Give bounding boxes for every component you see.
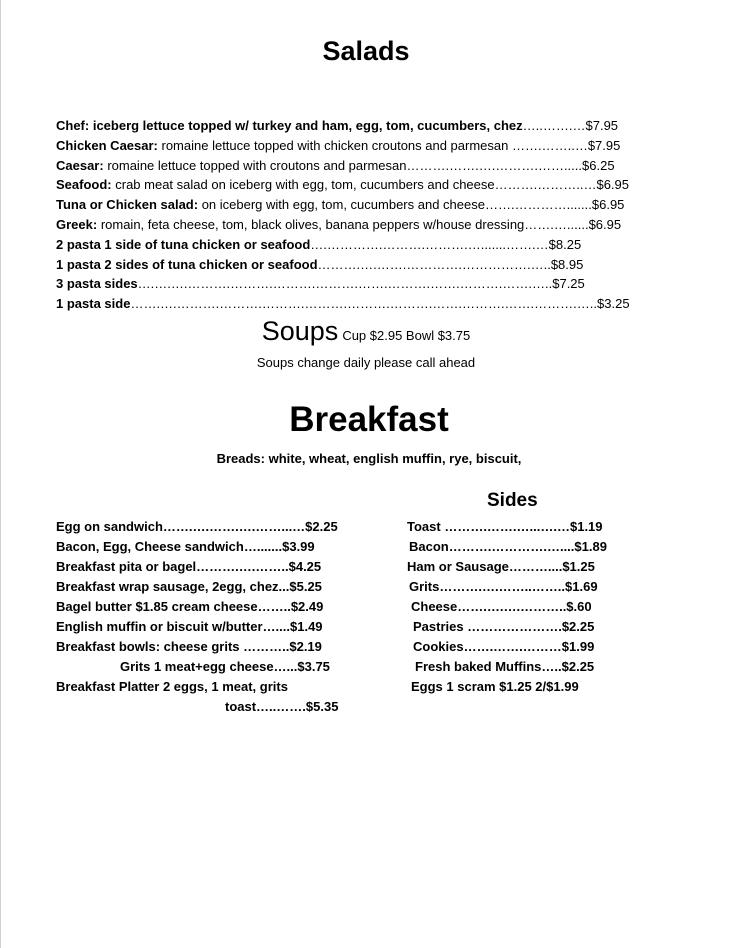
side-item: Cheese…….….….………..$.60 [411, 599, 592, 614]
side-item: Bacon……….………….…....$1.89 [409, 539, 607, 554]
sides-title: Sides [487, 490, 538, 511]
breakfast-item: Grits 1 meat+egg cheese…...$3.75 [120, 659, 330, 674]
salad-item-dots: …..…….… [522, 118, 586, 133]
salad-item-desc: romain, feta cheese, tom, black olives, banana peppers w/house dressing [97, 216, 525, 232]
salad-item-desc: romaine lettuce topped with croutons and parmesan [103, 157, 407, 173]
salad-item-chicken-caesar [56, 136, 696, 156]
salad-item-dots: ….….….……….……….……….……….…….……….…….……….…….….. [137, 276, 553, 292]
salad-item-desc: crab meat salad on iceberg with egg, tom, cucumbers and cheese [111, 177, 495, 193]
breakfast-item: Breakfast wrap sausage, 2egg, chez...$5.25 [56, 579, 322, 594]
salad-item-price: $3.25 [597, 296, 630, 312]
salad-item-dots: ….………….……….……….….......…….… [310, 236, 549, 252]
soups-note: Soups change daily please call ahead [256, 355, 476, 370]
salad-item-name: Greek: [56, 216, 98, 232]
salad-item-name: 1 pasta side [56, 296, 131, 312]
salad-item-price: $6.95 [591, 197, 625, 213]
salad-item-price: $8.25 [548, 236, 582, 252]
salad-item-1-pasta-side [56, 294, 696, 314]
salad-item-name: 3 pasta sides [56, 276, 138, 292]
salad-item-2-pasta [56, 235, 696, 255]
salads-list [56, 116, 696, 314]
salad-item-desc: romaine lettuce topped with chicken croutons and parmesan [157, 137, 512, 153]
soups-prices: Cup $2.95 Bowl $3.75 [342, 328, 471, 343]
salad-item-tuna-chicken [56, 195, 696, 215]
salad-item-price: $6.25 [582, 157, 615, 173]
breakfast-item: Bagel butter $1.85 cream cheese……..$2.49 [56, 599, 324, 614]
salad-item-dots: …….….……….……….……….……….……….……….…….……….…….……….….. [130, 296, 598, 312]
salad-item-dots: ……….………..… [494, 177, 597, 193]
salad-item-name: Chicken Caesar: [56, 137, 158, 153]
salad-item-dots: …….…...... [524, 216, 589, 232]
salad-item-price: $6.95 [588, 216, 622, 232]
breakfast-item: Egg on sandwich…….….…….….……...…$2.25 [56, 519, 338, 534]
salad-item-dots: ……….…….….……….……..... [406, 157, 583, 173]
breakfast-item: English muffin or biscuit w/butter…....$1.49 [56, 619, 323, 634]
breakfast-list [56, 517, 386, 717]
salads-title: Salads [322, 36, 410, 66]
salad-item-dots: …….……..… [511, 137, 588, 153]
breakfast-item: toast…..…….$5.35 [225, 699, 339, 714]
side-item: Fresh baked Muffins…..$2.25 [415, 659, 595, 674]
salad-item-caesar [56, 156, 696, 176]
salad-item-price: $8.95 [550, 256, 584, 272]
side-item: Eggs 1 scram $1.25 2/$1.99 [411, 679, 579, 694]
salad-item-1-pasta-2-sides [56, 255, 696, 275]
soups-title: Soups [261, 316, 339, 346]
salad-item-price: $7.95 [587, 137, 621, 153]
salad-item-3-pasta-sides [56, 274, 696, 294]
breakfast-title: Breakfast [289, 400, 449, 439]
salad-item-dots: ……….….…….………….…………….….. [317, 256, 551, 272]
salad-item-seafood [56, 175, 696, 195]
breakfast-item: Bacon, Egg, Cheese sandwich….......$3.99 [56, 539, 315, 554]
salad-item-price: $7.25 [552, 276, 585, 292]
breakfast-item: Breakfast bowls: cheese grits ………..$2.19 [56, 639, 322, 654]
side-item: Pastries ………………….$2.25 [413, 619, 595, 634]
side-item: Grits……….….……..……..$1.69 [409, 579, 598, 594]
salad-item-desc: on iceberg with egg, tom, cucumbers and cheese [198, 197, 485, 213]
side-item: Toast ……….…….…...….…$1.19 [407, 519, 603, 534]
breads-line: Breads: white, wheat, english muffin, rye, biscuit, [216, 451, 522, 466]
breakfast-item: Breakfast pita or bagel……….….……..$4.25 [56, 559, 322, 574]
soups-heading [1, 316, 730, 347]
salad-item-name: 1 pasta 2 sides of tuna chicken or seafood [56, 256, 318, 272]
salad-item-name: 2 pasta 1 side of tuna chicken or seafood [56, 236, 311, 252]
salad-item-name: Caesar: [56, 157, 104, 173]
salad-item-dots: …….…………....... [484, 197, 592, 213]
salad-item-price: $6.95 [596, 177, 630, 193]
salad-item-name: Seafood: [56, 177, 112, 193]
salad-item-greek [56, 215, 696, 235]
sides-list [407, 517, 707, 697]
salad-item-name: Tuna or Chicken salad: [56, 197, 199, 213]
breakfast-item: Breakfast Platter 2 eggs, 1 meat, grits [56, 679, 288, 694]
salad-item-price: $7.95 [585, 118, 619, 133]
salad-item-chef [56, 116, 696, 136]
side-item: Cookies…….…….………$1.99 [413, 639, 595, 654]
salad-item-name: Chef: iceberg lettuce topped w/ turkey and ham, egg, tom, cucumbers, chez [56, 118, 523, 133]
side-item: Ham or Sausage………....$1.25 [407, 559, 595, 574]
